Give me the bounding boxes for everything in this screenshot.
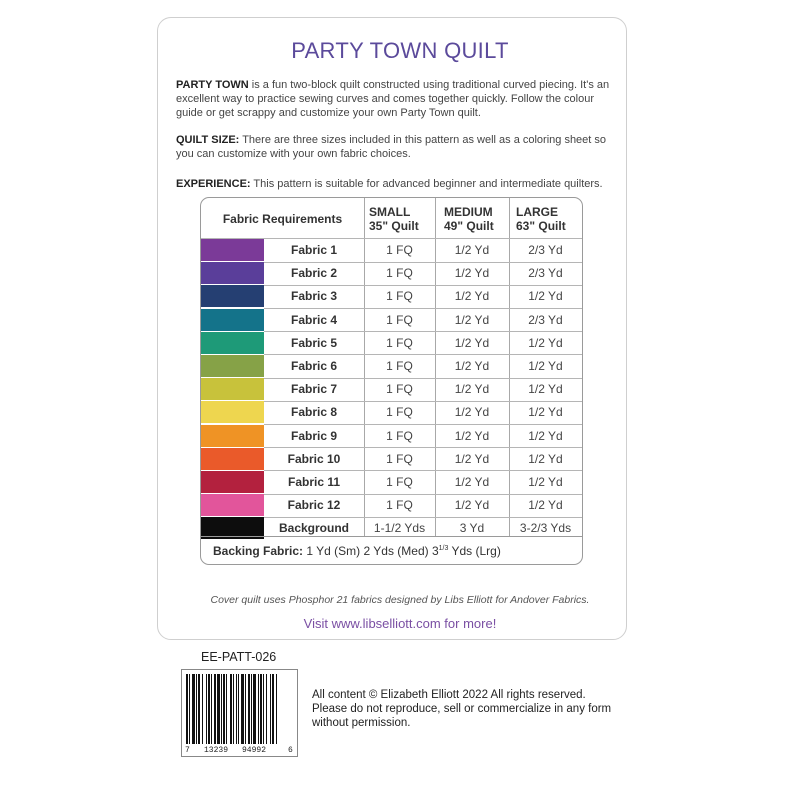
backing-text-b: Yds (Lrg) xyxy=(448,544,501,558)
copyright-notice xyxy=(312,688,642,730)
fabric-name: Fabric 5 xyxy=(290,335,338,350)
backing-sup: 1/3 xyxy=(438,545,449,552)
barcode-bar xyxy=(263,674,264,744)
intro-text: is a fun two-block quilt constructed using traditional curved piecing. It's an excellent way to practice sewing curves and comes together quickly. Follow the colour guide or get scrappy and customize your own Party Town quilt. xyxy=(176,79,610,119)
fabric-amount-medium: 1/2 Yd xyxy=(454,359,490,373)
small-column-header xyxy=(369,198,431,239)
fabric-requirements-table xyxy=(200,197,583,565)
table-row xyxy=(201,425,582,448)
backing-fabric-note xyxy=(213,544,501,558)
fabric-swatch xyxy=(201,309,264,331)
fabric-amount-medium: 1/2 Yd xyxy=(454,382,490,397)
fabric-amount-small: 1 FQ xyxy=(386,475,413,489)
barcode-bar xyxy=(248,674,250,744)
fabric-swatch xyxy=(201,239,264,261)
barcode-bar xyxy=(241,674,244,744)
fabric-amount-large: 1/2 Yd xyxy=(528,498,563,513)
fabric-amount-medium: 1/2 Yd xyxy=(454,405,490,420)
barcode-bar xyxy=(245,674,246,744)
large-column-title: LARGE xyxy=(516,205,558,219)
experience-paragraph xyxy=(176,177,610,191)
fabric-amount-medium: 1/2 Yd xyxy=(454,451,490,466)
intro-lead: PARTY TOWN xyxy=(176,79,249,91)
fabric-name: Background xyxy=(278,521,349,536)
backing-text-a: 1 Yd (Sm) 2 Yds (Med) 3 xyxy=(303,544,439,558)
barcode-bar xyxy=(198,674,200,744)
barcode-bar xyxy=(276,674,277,744)
fabric-swatch xyxy=(201,401,264,423)
fabric-amount-small: 1 FQ xyxy=(386,405,413,420)
fabric-amount-large: 1/2 Yd xyxy=(528,382,563,397)
barcode-bar xyxy=(189,674,190,744)
barcode-bar xyxy=(223,674,225,744)
fabric-swatch xyxy=(201,378,264,400)
fabric-amount-large: 1/2 Yd xyxy=(528,428,563,443)
table-row xyxy=(201,355,582,378)
fabric-name: Fabric 12 xyxy=(287,498,341,513)
fabric-name: Fabric 6 xyxy=(290,359,338,373)
fabric-amount-small: 1 FQ xyxy=(386,335,413,350)
fabric-amount-medium: 1/2 Yd xyxy=(454,335,490,350)
copyright-line-2: Please do not reproduce, sell or commercialize in any form xyxy=(312,703,612,715)
fabric-amount-large: 2/3 Yd xyxy=(528,243,563,257)
barcode-bar xyxy=(270,674,271,744)
fabric-amount-medium: 1/2 Yd xyxy=(454,243,490,257)
fabric-name: Fabric 2 xyxy=(290,266,338,281)
fabric-name: Fabric 7 xyxy=(290,382,338,397)
fabric-amount-medium: 3 Yd xyxy=(459,521,485,536)
copyright-line-1: All content © Elizabeth Elliott 2022 All rights reserved. xyxy=(312,689,586,701)
barcode-bar xyxy=(206,674,207,744)
fabric-amount-large: 1/2 Yd xyxy=(528,289,563,304)
fabric-swatch xyxy=(201,425,264,447)
fabric-swatch xyxy=(201,355,264,377)
cover-note: Cover quilt uses Phosphor 21 fabrics designed by Libs Elliott for Andover Fabrics. xyxy=(210,594,590,606)
fabric-amount-large: 1/2 Yd xyxy=(528,405,563,420)
fabric-name: Fabric 3 xyxy=(290,289,338,304)
fabric-name: Fabric 8 xyxy=(290,405,338,420)
barcode-bar xyxy=(186,674,188,744)
fabric-amount-small: 1 FQ xyxy=(386,312,413,327)
pattern-code: EE-PATT-026 xyxy=(201,650,277,664)
table-row xyxy=(201,239,582,262)
barcode-bar xyxy=(192,674,195,744)
fabric-amount-medium: 1/2 Yd xyxy=(454,312,490,327)
fabric-requirements-header: Fabric Requirements xyxy=(222,211,343,226)
barcode-digit-4: 6 xyxy=(288,746,293,755)
website-link[interactable]: Visit www.libselliott.com for more! xyxy=(303,616,497,631)
table-row xyxy=(201,262,582,285)
quilt-size-paragraph xyxy=(176,133,610,161)
experience-label: EXPERIENCE: xyxy=(176,178,251,190)
fabric-amount-small: 1 FQ xyxy=(386,359,413,373)
table-row xyxy=(201,378,582,401)
fabric-swatch xyxy=(201,285,264,307)
small-column-size: 35" Quilt xyxy=(369,219,419,233)
fabric-amount-large: 1/2 Yd xyxy=(528,475,563,489)
fabric-amount-small: 1 FQ xyxy=(386,451,413,466)
large-column-header xyxy=(516,198,581,239)
barcode-bar xyxy=(202,674,203,744)
barcode-bar xyxy=(226,674,227,744)
table-row xyxy=(201,401,582,424)
experience-text: This pattern is suitable for advanced beginner and intermediate quilters. xyxy=(250,178,603,190)
barcode-bar xyxy=(211,674,212,744)
divider xyxy=(201,536,582,537)
table-row xyxy=(201,332,582,355)
table-row xyxy=(201,494,582,517)
fabric-amount-large: 2/3 Yd xyxy=(528,312,563,327)
fabric-swatch xyxy=(201,494,264,516)
quilt-size-label: QUILT SIZE: xyxy=(176,134,240,146)
fabric-name: Fabric 10 xyxy=(287,451,341,466)
barcode-bar xyxy=(214,674,216,744)
barcode-bar xyxy=(208,674,210,744)
fabric-amount-large: 1/2 Yd xyxy=(528,451,563,466)
fabric-amount-medium: 1/2 Yd xyxy=(454,289,490,304)
medium-column-size: 49" Quilt xyxy=(444,219,494,233)
page-title: PARTY TOWN QUILT xyxy=(291,38,509,63)
fabric-name: Fabric 11 xyxy=(287,475,341,489)
barcode-digit-3: 94992 xyxy=(242,746,267,755)
fabric-amount-small: 1 FQ xyxy=(386,428,413,443)
barcode-bars xyxy=(186,674,294,744)
fabric-amount-large: 1/2 Yd xyxy=(528,359,563,373)
fabric-swatch xyxy=(201,332,264,354)
fabric-swatch xyxy=(201,262,264,284)
barcode-bar xyxy=(266,674,267,744)
fabric-amount-medium: 1/2 Yd xyxy=(454,428,490,443)
barcode-bar xyxy=(272,674,274,744)
fabric-name: Fabric 4 xyxy=(290,312,338,327)
barcode-bar xyxy=(233,674,234,744)
fabric-swatch xyxy=(201,448,264,470)
table-row xyxy=(201,285,582,308)
barcode-bar xyxy=(253,674,256,744)
backing-label: Backing Fabric: xyxy=(213,544,304,558)
fabric-amount-medium: 1/2 Yd xyxy=(454,498,490,513)
fabric-name: Fabric 9 xyxy=(290,428,338,443)
fabric-amount-small: 1 FQ xyxy=(386,266,413,281)
large-column-size: 63" Quilt xyxy=(516,219,566,233)
fabric-amount-large: 3-2/3 Yds xyxy=(519,521,572,536)
fabric-name: Fabric 1 xyxy=(290,243,338,257)
barcode-bar xyxy=(260,674,262,744)
fabric-amount-small: 1 FQ xyxy=(386,382,413,397)
fabric-amount-small: 1 FQ xyxy=(386,498,413,513)
barcode-bar xyxy=(230,674,232,744)
fabric-amount-small: 1 FQ xyxy=(386,289,413,304)
barcode-bar xyxy=(196,674,197,744)
barcode-bar xyxy=(221,674,222,744)
quilt-size-text: There are three sizes included in this pattern as well as a coloring sheet so you can customize with your own fabric choices. xyxy=(176,134,607,160)
barcode xyxy=(181,669,298,757)
fabric-amount-small: 1 FQ xyxy=(386,243,413,257)
barcode-bar xyxy=(251,674,252,744)
medium-column-header xyxy=(444,198,514,239)
fabric-amount-medium: 1/2 Yd xyxy=(454,266,490,281)
fabric-amount-large: 2/3 Yd xyxy=(528,266,563,281)
barcode-bar xyxy=(238,674,239,744)
barcode-bar xyxy=(236,674,237,744)
table-row xyxy=(201,448,582,471)
table-row xyxy=(201,309,582,332)
intro-paragraph xyxy=(176,78,610,120)
barcode-bar xyxy=(258,674,259,744)
barcode-digit-1: 7 xyxy=(185,746,190,755)
small-column-title: SMALL xyxy=(369,205,411,219)
medium-column-title: MEDIUM xyxy=(444,205,493,219)
barcode-bar xyxy=(217,674,220,744)
barcode-digit-2: 13239 xyxy=(204,746,229,755)
fabric-amount-medium: 1/2 Yd xyxy=(454,475,490,489)
copyright-line-3: without permission. xyxy=(312,717,411,729)
fabric-amount-large: 1/2 Yd xyxy=(528,335,563,350)
table-row xyxy=(201,471,582,494)
fabric-swatch xyxy=(201,471,264,493)
fabric-amount-small: 1-1/2 Yds xyxy=(373,521,426,536)
